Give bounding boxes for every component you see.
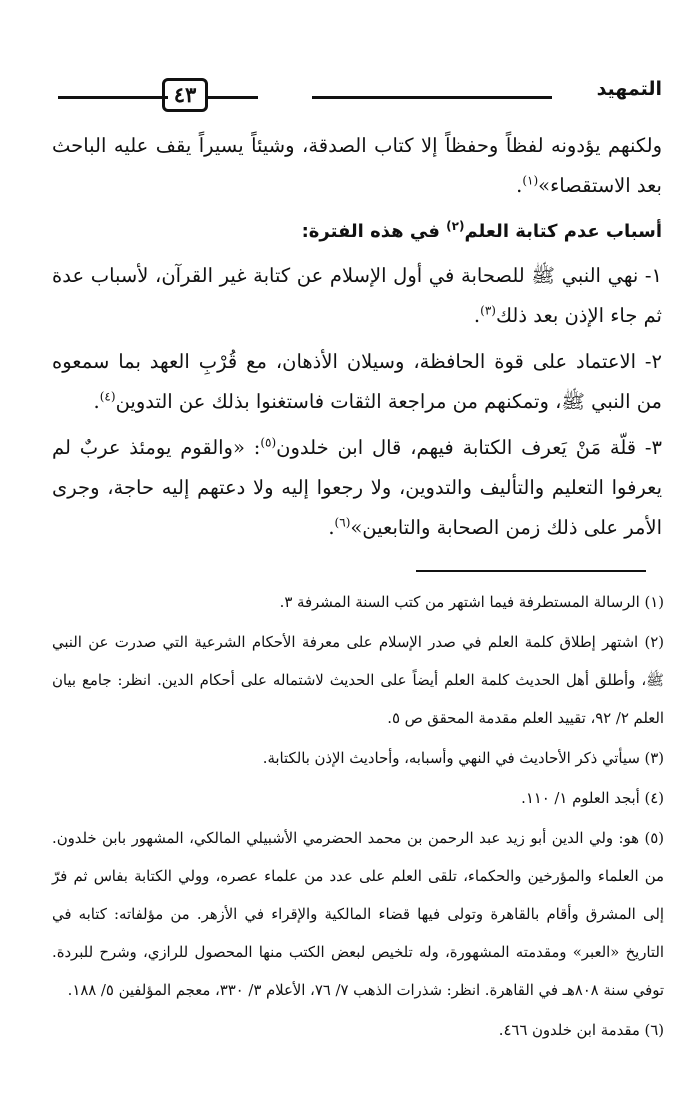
header-rule [58, 96, 168, 99]
main-text [52, 126, 662, 554]
footnote-ref: (٦) [334, 515, 351, 530]
footnote: (٥) هو: ولي الدين أبو زيد عبد الرحمن بن محمد الحضرمي الأشبيلي المالكي، المشهور بابن خلدون. من العلماء والمؤرخين والحكماء، تلقى العلم على عدد من علماء عصره، وولي الكتابة بفاس ثم فرّ إلى المشرق وأقام بالقاهرة وتولى فيها قضاء المالكية والإقراء في الأزهر. من مؤلفاته: كتابه في التاريخ «العبر» ومقدمته المشهورة، وله تلخيص لبعض الكتب منها المحصول للرازي، وشرح للبردة. توفي سنة ٨٠٨هـ في القاهرة. انظر: شذرات الذهب ٧/ ٧٦، الأعلام ٣/ ٣٣٠، معجم المؤلفين ٥/ ١٨٨. [52, 830, 664, 999]
paragraph-text: ٣- قلّة مَنْ يَعرف الكتابة فيهم، قال ابن خلدون [276, 436, 662, 459]
list-item [52, 256, 662, 336]
quotation-text: : «والقوم يومئذ عربٌ لم يعرفوا التعليم والتأليف والتدوين، ولا رجعوا إليه ولا دعتهم إليه حاجة، وجرى الأمر على ذلك زمن الصحابة والتابعين» [52, 436, 662, 539]
footnote-ref: (٥) [260, 435, 277, 450]
footnote-ref: (١) [522, 173, 539, 188]
list-item [52, 342, 662, 422]
paragraph [52, 126, 662, 206]
punctuation: . [93, 390, 100, 413]
footnote: (٢) اشتهر إطلاق كلمة العلم في صدر الإسلام على معرفة الأحكام الشرعية التي صدرت عن النبي ﷺ، وأطلق أهل الحديث كلمة العلم أيضاً على الحديث لاشتماله على أحكام الدين. انظر: جامع بيان العلم ٢/ ٩٢، تقييد العلم مقدمة المحقق ص ٥. [52, 634, 664, 727]
header-rule [312, 96, 552, 99]
heading-text: أسباب عدم كتابة العلم [464, 221, 662, 242]
section-heading [52, 212, 662, 252]
running-title: التمهيد [596, 78, 662, 100]
footnote-ref: (٢) [446, 219, 465, 233]
paragraph-text: ولكنهم يؤدونه لفظاً وحفظاً إلا كتاب الصدقة، وشيئاً يسيراً يقف عليه الباحث بعد الاستقصاء» [52, 134, 662, 197]
list-item [52, 428, 662, 548]
paragraph-text: ١- نهي النبي ﷺ للصحابة في أول الإسلام عن كتابة غير القرآن، لأسباب عدة ثم جاء الإذن بعد ذلك [52, 264, 662, 327]
punctuation: . [473, 304, 481, 327]
footnote-separator [416, 570, 646, 572]
punctuation: . [328, 516, 335, 539]
footnote-ref: (٤) [99, 389, 116, 404]
punctuation: . [516, 174, 523, 197]
footnote: (٤) أبجد العلوم ١/ ١١٠. [521, 790, 664, 807]
footnote-ref: (٣) [480, 303, 496, 318]
footnote: (٣) سيأتي ذكر الأحاديث في النهي وأسبابه، وأحاديث الإذن بالكتابة. [262, 750, 664, 767]
page-header [58, 76, 662, 116]
heading-text: في هذه الفترة: [301, 221, 447, 242]
page-number: ٤٣ [162, 78, 208, 112]
footnote: (١) الرسالة المستطرفة فيما اشتهر من كتب السنة المشرفة ٣. [279, 594, 664, 611]
footnote: (٦) مقدمة ابن خلدون ٤٦٦. [498, 1022, 664, 1039]
footnotes [52, 584, 664, 1052]
paragraph-text: ٢- الاعتماد على قوة الحافظة، وسيلان الأذهان، مع قُرْبِ العهد بما سمعوه من النبي ﷺ، وتمكنهم من مراجعة الثقات فاستغنوا بذلك عن التدوين [52, 350, 662, 413]
header-rule [208, 96, 258, 99]
